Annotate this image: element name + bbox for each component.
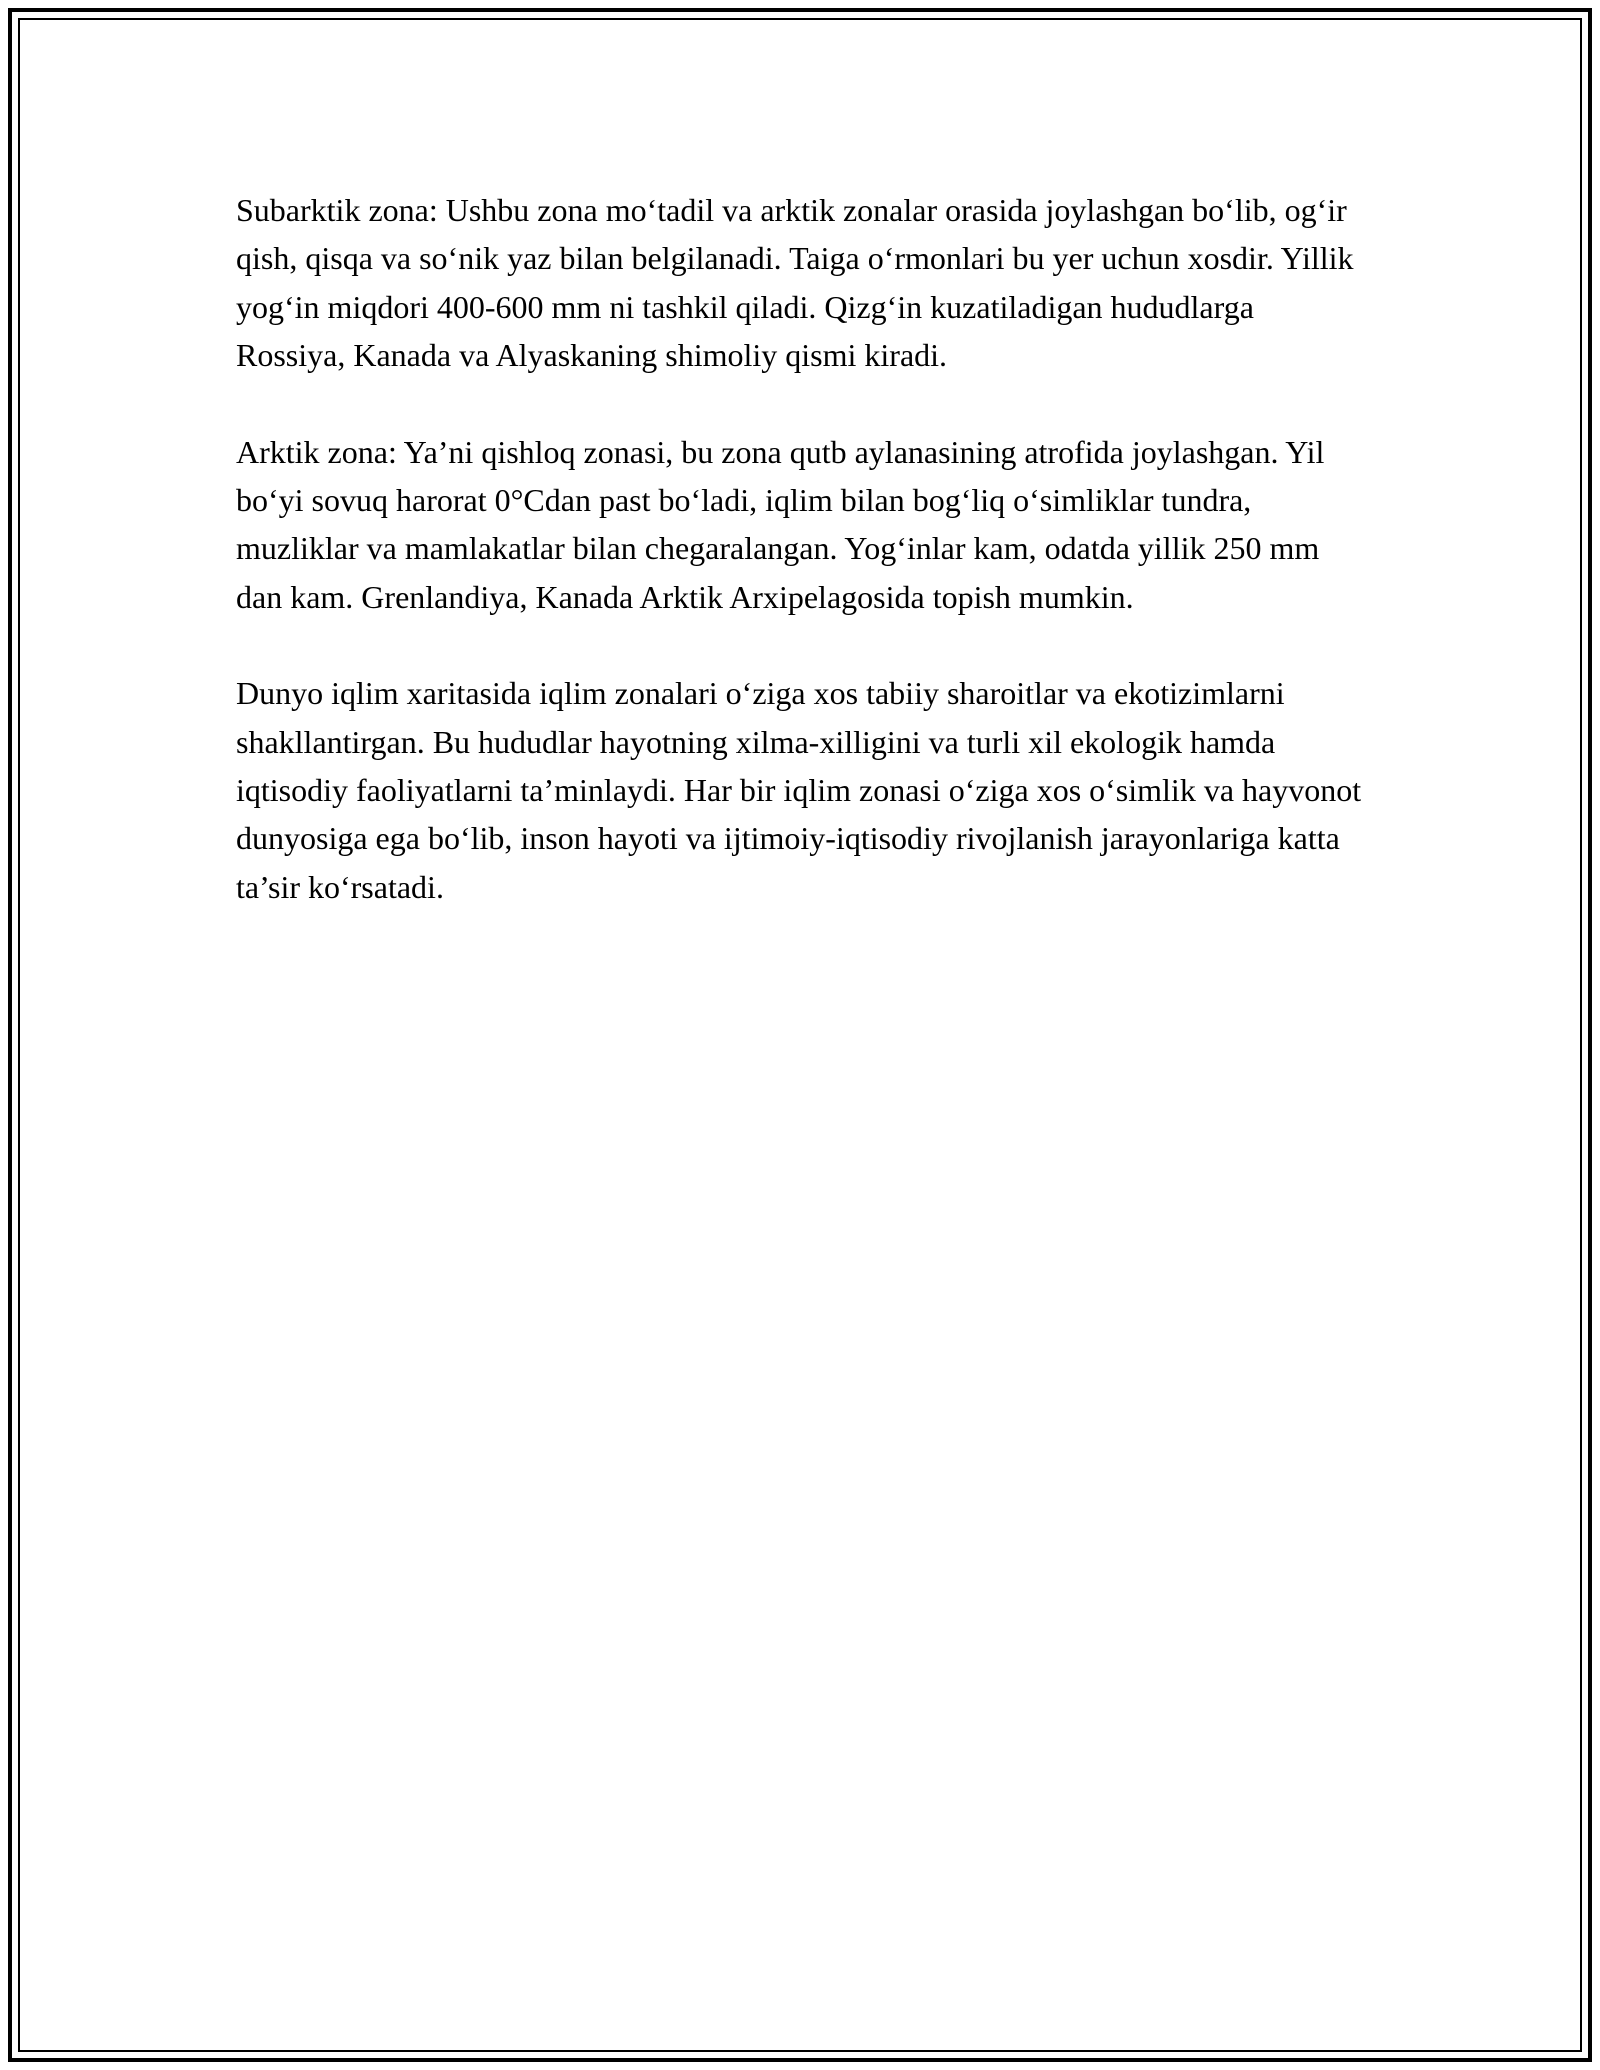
document-body xyxy=(236,186,1366,959)
paragraph-climate-summary: Dunyo iqlim xaritasida iqlim zonalari o‘ziga xos tabiiy sharoitlar va ekotizimlarni shakllantirgan. Bu hududlar hayotning xilma-xilligini va turli xil ekologik hamda iqtisodiy faoliyatlarni ta’minlaydi. Har bir iqlim zonasi o‘ziga xos o‘simlik va hayvonot dunyosiga ega bo‘lib, inson hayoti va ijtimoiy-iqtisodiy rivojlanish jarayonlariga katta ta’sir ko‘rsatadi. xyxy=(236,675,1362,905)
paragraph-subarctic-zone: Subarktik zona: Ushbu zona mo‘tadil va arktik zonalar orasida joylashgan bo‘lib, og‘ir qish, qisqa va so‘nik yaz bilan belgilanadi. Taiga o‘rmonlari bu yer uchun xosdir. Yillik yog‘in miqdori 400-600 mm ni tashkil qiladi. Qizg‘in kuzatiladigan hududlarga Rossiya, Kanada va Alyaskaning shimoliy qismi kiradi. xyxy=(236,192,1354,374)
paragraph-arctic-zone: Arktik zona: Ya’ni qishloq zonasi, bu zona qutb aylanasining atrofida joylashgan. Yil bo‘yi sovuq harorat 0°Cdan past bo‘ladi, iqlim bilan bog‘liq o‘simliklar tundra, muzliklar va mamlakatlar bilan chegaralangan. Yog‘inlar kam, odatda yillik 250 mm dan kam. Grenlandiya, Kanada Arktik Arxipelagosida topish mumkin. xyxy=(236,433,1325,615)
